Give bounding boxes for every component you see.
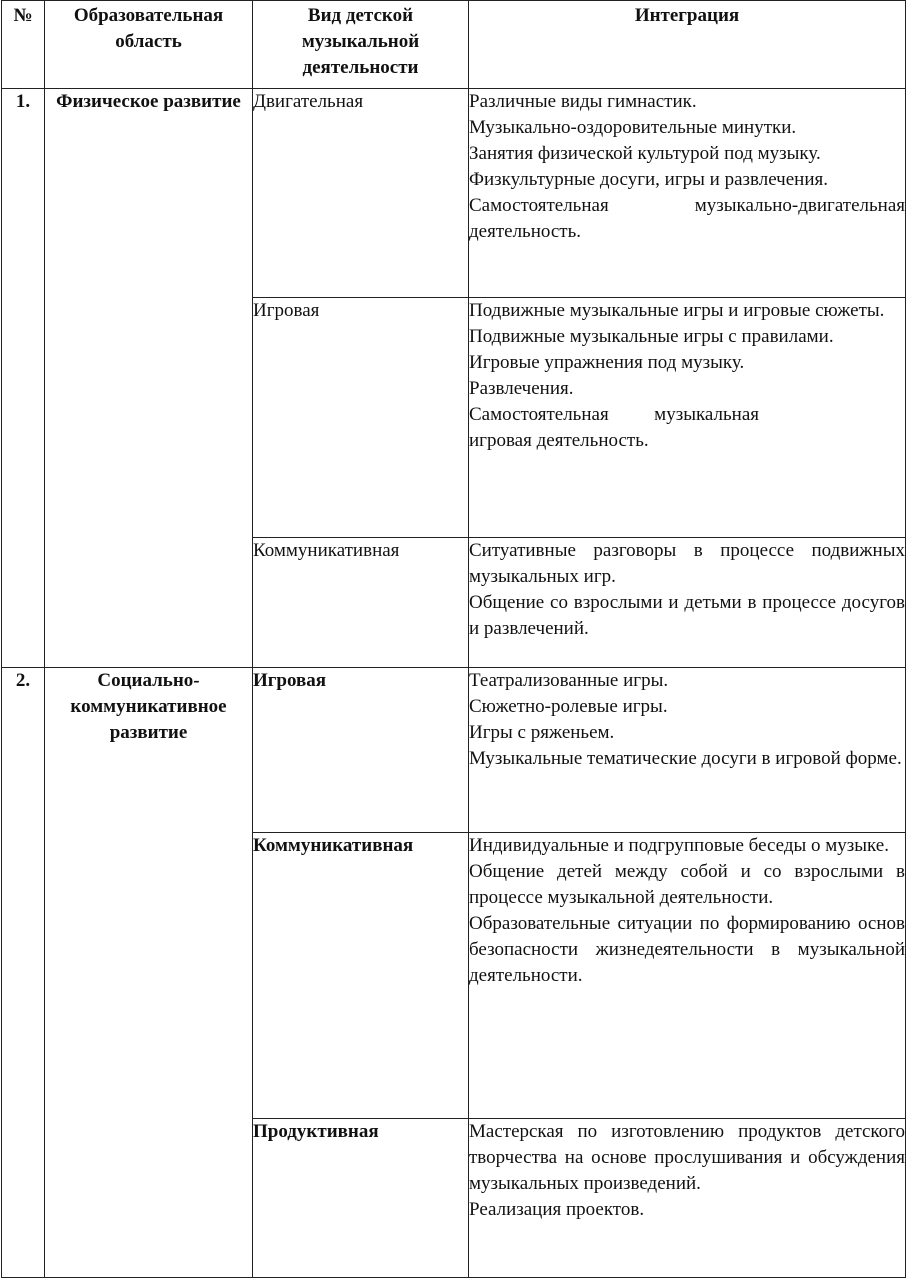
activity-type: Игровая [253, 668, 469, 833]
table-row [2, 89, 906, 298]
integration-cell [469, 668, 906, 833]
integration-table [1, 0, 906, 1278]
integration-line: Подвижные музыкальные игры с правилами. [469, 326, 834, 347]
activity-type: Коммуникативная [253, 833, 469, 1119]
integration-cell [469, 89, 906, 298]
integration-line: Музыкальные тематические досуги в игровой форме. [469, 748, 902, 769]
header-number: № [2, 1, 45, 89]
educational-area: Физическое развитие [45, 89, 253, 668]
activity-type: Коммуникативная [253, 538, 469, 668]
integration-line: Различные виды гимнастик. [469, 91, 697, 112]
integration-line: Развлечения. [469, 378, 574, 399]
integration-line: Общение со взрослыми и детьми в процессе досугов и развлечений. [469, 592, 905, 639]
integration-line: Реализация проектов. [469, 1199, 645, 1220]
activity-type: Игровая [253, 298, 469, 538]
integration-line: Игры с ряженьем. [469, 722, 615, 743]
integration-line: Самостоятельная музыкальная игровая деятельность. [469, 404, 759, 451]
header-integration: Интеграция [469, 1, 906, 89]
integration-line: Подвижные музыкальные игры и игровые сюжеты. [469, 300, 885, 321]
integration-line: Музыкально-оздоровительные минутки. [469, 117, 797, 138]
integration-line: Индивидуальные и подгрупповые беседы о музыке. [469, 835, 889, 856]
header-area: Образовательная область [45, 1, 253, 89]
integration-line: Образовательные ситуации по формированию основ безопасности жизнедеятельности в музыкальной деятельности. [469, 913, 905, 986]
integration-line: Театрализованные игры. [469, 670, 669, 691]
integration-cell [469, 298, 906, 538]
table-row [2, 668, 906, 833]
integration-line: Мастерская по изготовлению продуктов детского творчества на основе прослушивания и обсуждения музыкальных произведений. [469, 1121, 905, 1194]
integration-cell [469, 833, 906, 1119]
activity-type: Двигательная [253, 89, 469, 298]
integration-cell [469, 538, 906, 668]
activity-type: Продуктивная [253, 1119, 469, 1278]
integration-line: Игровые упражнения под музыку. [469, 352, 745, 373]
integration-line: Самостоятельная музыкально-двигательная деятельность. [469, 195, 905, 242]
section-number: 2. [2, 668, 45, 1278]
integration-line: Общение детей между собой и со взрослыми в процессе музыкальной деятельности. [469, 861, 905, 908]
integration-line: Занятия физической культурой под музыку. [469, 143, 821, 164]
integration-line: Сюжетно-ролевые игры. [469, 696, 668, 717]
table-header-row [2, 1, 906, 89]
section-number: 1. [2, 89, 45, 668]
header-activity-type: Вид детской музыкальной деятельности [253, 1, 469, 89]
integration-cell [469, 1119, 906, 1278]
integration-line: Физкультурные досуги, игры и развлечения. [469, 169, 828, 190]
integration-line: Ситуативные разговоры в процессе подвижных музыкальных игр. [469, 540, 905, 587]
educational-area: Социально-коммуникативное развитие [45, 668, 253, 1278]
